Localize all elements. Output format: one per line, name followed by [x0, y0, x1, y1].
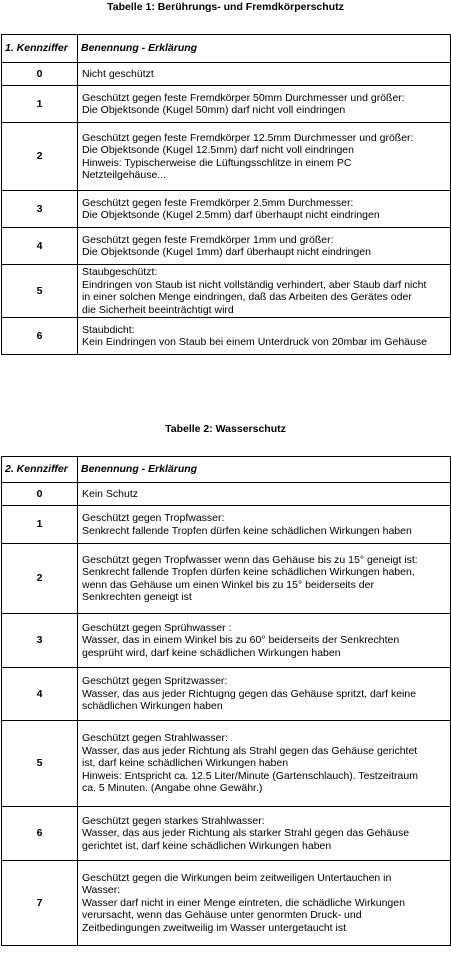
table-beruehrungsschutz: [1, 34, 451, 355]
row-code: 2: [2, 123, 78, 191]
table-wasserschutz: [1, 456, 451, 946]
table2-caption: Tabelle 2: Wasserschutz: [165, 423, 286, 435]
table-row: [2, 265, 451, 318]
header-benennung: Benennung - Erklärung: [78, 457, 451, 483]
row-text: Kein Schutz: [78, 483, 451, 506]
row-text: Geschützt gegen Sprühwasser : Wasser, das in einem Winkel bis zu 60° beiderseits der Senkrechten gesprüht wird, darf keine schädlichen Wirkungen haben: [78, 614, 451, 668]
table-row: [2, 483, 451, 506]
row-code: 0: [2, 63, 78, 86]
row-text: Geschützt gegen feste Fremdkörper 12.5mm Durchmesser und größer: Die Objektsonde (Kugel 12.5mm) darf nicht voll eindringen Hinweis: Typischerweise die Lüftungsschlitze in einem PC Netzteilgehäuse...: [78, 123, 451, 191]
row-text: Geschützt gegen feste Fremdkörper 1mm und größer: Die Objektsonde (Kugel 1mm) darf überhaupt nicht eindringen: [78, 228, 451, 265]
row-text: Geschützt gegen feste Fremdkörper 50mm Durchmesser und größer: Die Objektsonde (Kugel 50mm) darf nicht voll eindringen: [78, 86, 451, 123]
row-text: Nicht geschützt: [78, 63, 451, 86]
row-text: Geschützt gegen Tropfwasser: Senkrecht fallende Tropfen dürfen keine schädlichen Wirkungen haben: [78, 506, 451, 544]
row-text: Geschützt gegen feste Fremdkörper 2.5mm Durchmesser: Die Objektsonde (Kugel 2.5mm) darf überhaupt nicht eindringen: [78, 191, 451, 228]
table-header-row: [2, 457, 451, 483]
row-code: 4: [2, 668, 78, 721]
row-code: 6: [2, 807, 78, 861]
table-row: [2, 123, 451, 191]
row-code: 4: [2, 228, 78, 265]
row-code: 3: [2, 614, 78, 668]
row-code: 3: [2, 191, 78, 228]
table-row: [2, 63, 451, 86]
header-kennziffer: 2. Kennziffer: [2, 457, 78, 483]
table-row: [2, 614, 451, 668]
row-code: 5: [2, 721, 78, 807]
row-code: 7: [2, 861, 78, 946]
table1-caption: Tabelle 1: Berührungs- und Fremdkörperschutz: [107, 1, 344, 13]
header-benennung: Benennung - Erklärung: [78, 35, 451, 63]
row-text: Geschützt gegen Spritzwasser: Wasser, das aus jeder Richtugng gegen das Gehäuse spritzt, darf keine schädlichen Wirkungen haben: [78, 668, 451, 721]
table-row: [2, 861, 451, 946]
row-code: 1: [2, 86, 78, 123]
table-row: [2, 721, 451, 807]
row-text: Geschützt gegen Strahlwasser: Wasser, das aus jeder Richtung als Strahl gegen das Gehäuse gerichtet ist, darf keine schädlichen Wirkungen haben Hinweis: Entspricht ca. 12.5 Liter/Minute (Gartenschlauch). Testzeitraum ca. 5 Minuten. (Angabe ohne Gewähr.): [78, 721, 451, 807]
table-row: [2, 318, 451, 355]
table-row: [2, 86, 451, 123]
table-header-row: [2, 35, 451, 63]
row-code: 0: [2, 483, 78, 506]
table-row: [2, 506, 451, 544]
table-row: [2, 668, 451, 721]
row-code: 2: [2, 544, 78, 614]
row-code: 1: [2, 506, 78, 544]
header-kennziffer: 1. Kennziffer: [2, 35, 78, 63]
table-row: [2, 191, 451, 228]
row-text: Geschützt gegen starkes Strahlwasser: Wasser, das aus jeder Richtung als starker Strahl gegen das Gehäuse gerichtet ist, darf keine schädlichen Wirkungen haben: [78, 807, 451, 861]
row-text: Staubgeschützt: Eindringen von Staub ist nicht vollständig verhindert, aber Staub darf nicht in einer solchen Menge eindringen, daß das Arbeiten des Gerätes oder die Sicherheit beeinträchtigt wird: [78, 265, 451, 318]
table-row: [2, 544, 451, 614]
row-code: 5: [2, 265, 78, 318]
row-code: 6: [2, 318, 78, 355]
row-text: Staubdicht: Kein Eindringen von Staub bei einem Unterdruck von 20mbar im Gehäuse: [78, 318, 451, 355]
table-row: [2, 807, 451, 861]
row-text: Geschützt gegen die Wirkungen beim zeitweiligen Untertauchen in Wasser: Wasser darf nicht in einer Menge eintreten, die schädliche Wirkungen verursacht, wenn das Gehäuse unter genormten Druck- und Zeitbedingungen zweitweilig im Wasser untergetaucht ist: [78, 861, 451, 946]
table-row: [2, 228, 451, 265]
row-text: Geschützt gegen Tropfwasser wenn das Gehäuse bis zu 15° geneigt ist: Senkrecht fallende Tropfen dürfen keine schädlichen Wirkungen haben, wenn das Gehäuse um einen Winkel bis zu 15° beiderseits der Senkrechten geneigt ist: [78, 544, 451, 614]
